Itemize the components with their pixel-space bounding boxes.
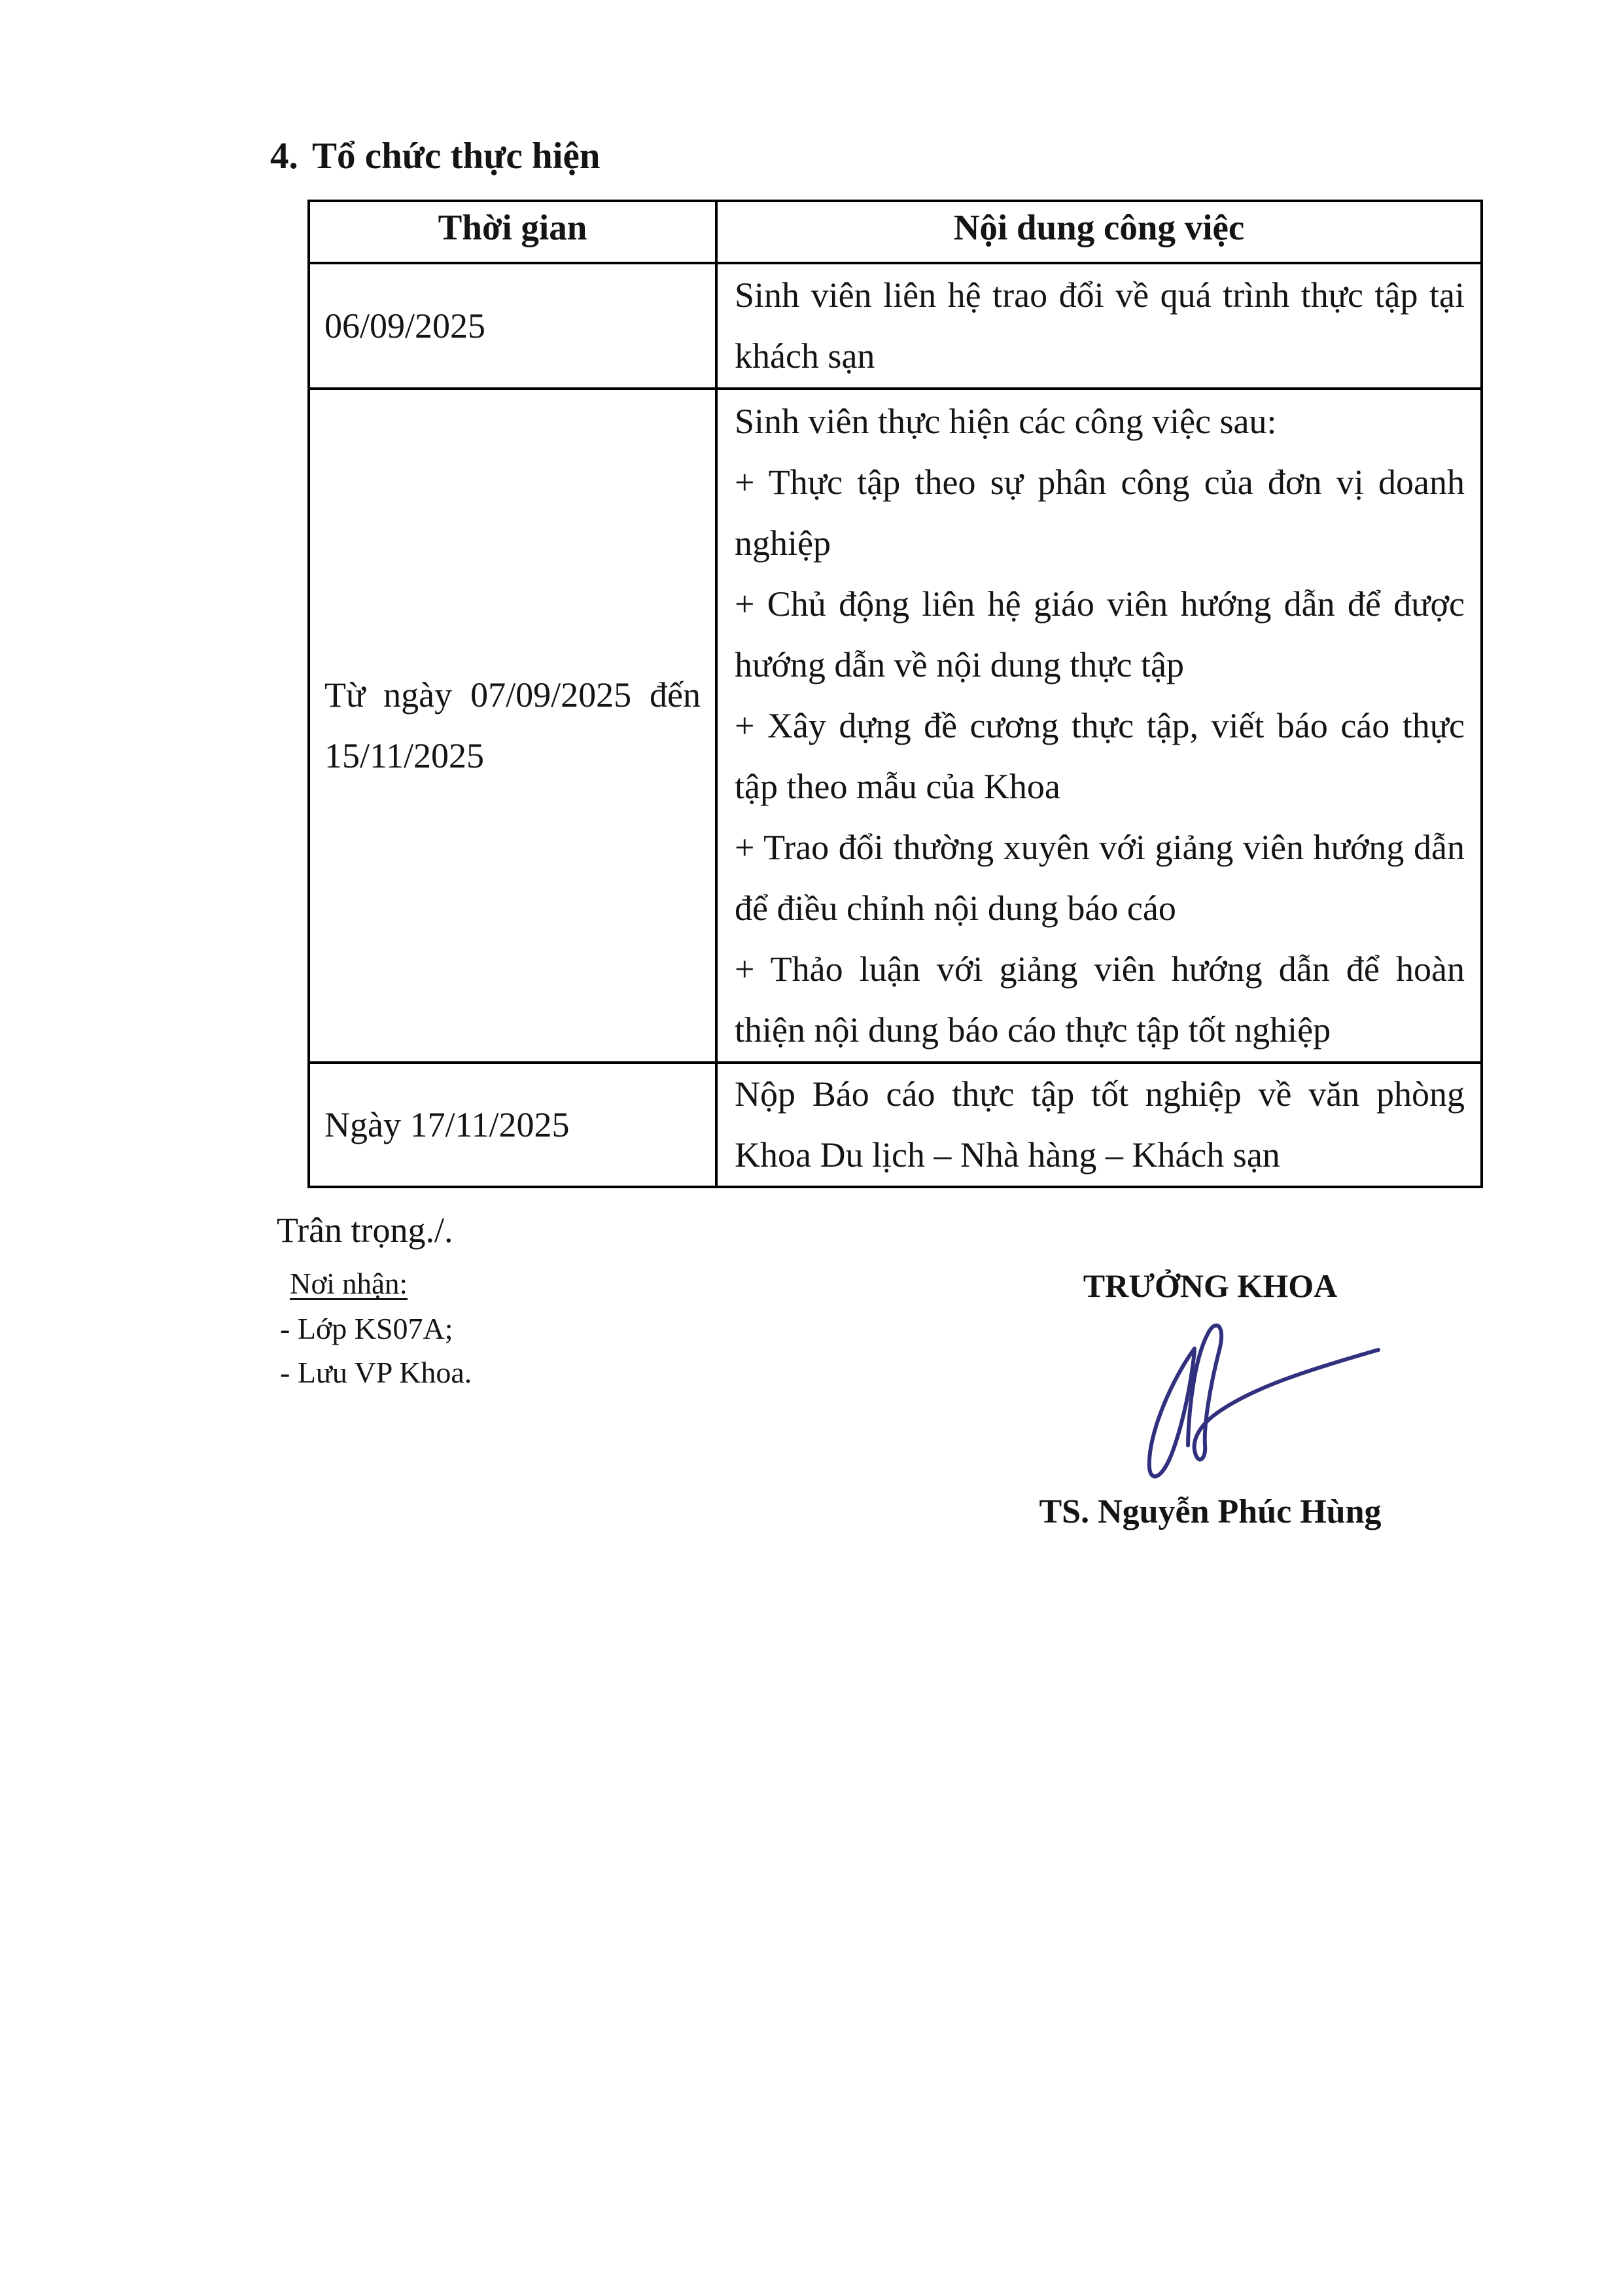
- time-cell: 06/09/2025: [309, 263, 716, 389]
- task-cell: [716, 389, 1482, 1063]
- signer-title: TRƯỞNG KHOA: [1083, 1267, 1338, 1304]
- time-cell: Ngày 17/11/2025: [309, 1063, 716, 1187]
- section-heading: [270, 136, 601, 177]
- recipient-item: - Lớp KS07A;: [280, 1312, 453, 1345]
- task-paragraph: Sinh viên liên hệ trao đổi về quá trình thực tập tại khách sạn: [735, 275, 1465, 376]
- section-title: Tổ chức thực hiện: [312, 135, 601, 177]
- task-cell: [716, 263, 1482, 389]
- task-paragraph: Sinh viên thực hiện các công việc sau:: [735, 401, 1277, 441]
- col-header-content: Nội dung công việc: [716, 201, 1482, 263]
- col-header-time: Thời gian: [309, 201, 716, 263]
- table-row: [309, 263, 1482, 389]
- recipient-item: - Lưu VP Khoa.: [280, 1356, 472, 1389]
- signer-name: TS. Nguyễn Phúc Hùng: [1039, 1493, 1382, 1530]
- task-paragraph: + Trao đổi thường xuyên với giảng viên hướng dẫn để điều chỉnh nội dung báo cáo: [735, 827, 1465, 928]
- task-paragraph: + Chủ động liên hệ giáo viên hướng dẫn để được hướng dẫn về nội dung thực tập: [735, 584, 1465, 684]
- task-paragraph: + Thực tập theo sự phân công của đơn vị doanh nghiệp: [735, 462, 1465, 563]
- task-paragraph: + Xây dựng đề cương thực tập, viết báo cáo thực tập theo mẫu của Khoa: [735, 705, 1465, 806]
- task-paragraph: + Thảo luận với giảng viên hướng dẫn để hoàn thiện nội dung báo cáo thực tập tốt nghiệp: [735, 949, 1465, 1050]
- task-cell: [716, 1063, 1482, 1187]
- table-row: [309, 389, 1482, 1063]
- section-number: 4.: [270, 135, 298, 177]
- schedule-table: [307, 200, 1483, 1188]
- task-paragraph: Nộp Báo cáo thực tập tốt nghiệp về văn phòng Khoa Du lịch – Nhà hàng – Khách sạn: [735, 1074, 1465, 1174]
- table-row: [309, 1063, 1482, 1187]
- closing-text: Trân trọng./.: [277, 1210, 453, 1250]
- time-cell: Từ ngày 07/09/2025 đến 15/11/2025: [309, 389, 716, 1063]
- table-header-row: [309, 201, 1482, 263]
- recipients-label: Nơi nhận:: [290, 1267, 408, 1300]
- signature-ink: [1060, 1311, 1400, 1487]
